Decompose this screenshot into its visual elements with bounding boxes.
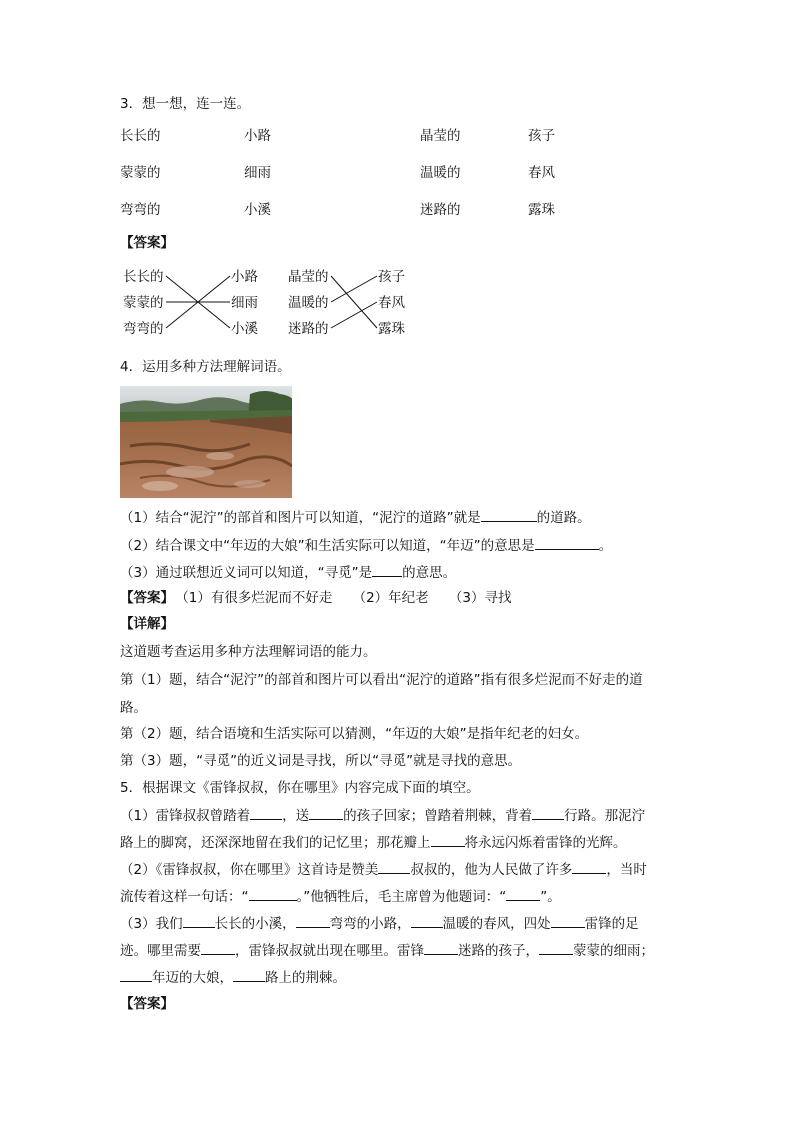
blank: [481, 507, 537, 522]
answer-right-noun: 春风: [378, 295, 405, 311]
answer-left-adj: 长长的: [123, 269, 164, 285]
q5-text: 长长的小溪，: [214, 916, 296, 932]
q3-answer-tag: 【答案】: [120, 235, 174, 251]
answer-left-noun: 小路: [231, 269, 258, 285]
blank: [233, 967, 265, 982]
blank: [424, 940, 458, 955]
q5-text: ，送: [282, 808, 310, 824]
q3-title: 3．想一想，连一连。: [120, 96, 251, 112]
q5-text: 弯弯的小路，: [329, 916, 411, 932]
q4-detail-line: 这道题考查运用多种方法理解词语的能力。: [120, 644, 377, 660]
blank: [431, 832, 465, 847]
q5-title: 5．根据课文《雷锋叔叔，你在哪里》内容完成下面的填空。: [120, 780, 480, 796]
q5-text: 温暖的春风，四处: [442, 916, 551, 932]
q5-text: （2）《雷锋叔叔，你在哪里》这首诗是赞美: [120, 862, 379, 878]
answer-right-adj: 温暖的: [288, 295, 329, 311]
q5-text: 迷路的孩子，: [458, 943, 539, 959]
q5-text: ，雷锋叔叔就出现在哪里。雷锋: [235, 943, 424, 959]
q3-cell: 孩子: [528, 128, 555, 144]
q5-text: （1）雷锋叔叔曾踏着: [120, 808, 251, 824]
q3-cell: 小路: [244, 128, 271, 144]
q5-text: 路上的脚窝，还深深地留在我们的记忆里；那花瓣上: [120, 835, 431, 851]
answer-right-noun: 露珠: [378, 321, 405, 337]
q3-cell: 小溪: [244, 202, 271, 218]
q4-title: 4．运用多种方法理解词语。: [120, 359, 291, 375]
match-line: [331, 276, 377, 302]
q4-sub1: [120, 507, 591, 528]
muddy-road-photo: [120, 386, 292, 498]
q3-cell: 弯弯的: [120, 202, 161, 218]
q4-answer-tag: 【答案】: [120, 590, 174, 606]
q5-text: 行路。那泥泞: [564, 808, 646, 824]
blank: [506, 886, 540, 901]
q3-cell: 蒙蒙的: [120, 165, 161, 181]
blank: [539, 940, 573, 955]
q5-text: 路上的荆棘。: [265, 970, 346, 986]
q5-text: 流传着这样一句话：“: [120, 889, 249, 905]
q4-detail-line: 路。: [120, 700, 147, 716]
q3-cell: 露珠: [528, 202, 555, 218]
blank: [120, 967, 152, 982]
q5-p2-line2: [120, 886, 561, 907]
q4-detail-line: 第（3）题，“寻觅”的近义词是寻找，所以“寻觅”就是寻找的意思。: [120, 753, 522, 769]
q5-text: 。”他牺牲后，毛主席曾为他题词：“: [296, 889, 507, 905]
q4-sub3-text: （3）通过联想近义词可以知道，“寻觅”是: [120, 565, 373, 581]
q5-text: 将永远闪烁着雷锋的光辉。: [464, 835, 627, 851]
q4-sub3: [120, 562, 456, 583]
q3-cell: 温暖的: [420, 165, 461, 181]
answer-left-noun: 小溪: [231, 321, 258, 337]
q5-text: （3）我们: [120, 916, 183, 932]
q5-p3-line3: [120, 967, 346, 988]
q5-p2-line1: [120, 859, 647, 880]
q3-cell: 细雨: [244, 165, 271, 181]
q5-text: 雷锋的足: [584, 916, 639, 932]
q4-detail-line: 第（2）题，结合语境和生活实际可以猜测，“年迈的大娘”是指年纪老的妇女。: [120, 726, 589, 742]
q4-sub2-text-end: 。: [598, 538, 613, 554]
q5-text: 蒙蒙的细雨；: [573, 943, 654, 959]
answer-right-adj: 晶莹的: [288, 269, 329, 285]
blank: [309, 805, 343, 820]
answer-right-adj: 迷路的: [288, 321, 329, 337]
blank: [201, 940, 235, 955]
blank: [372, 562, 402, 577]
blank: [250, 805, 282, 820]
q5-text: 迹。哪里需要: [120, 943, 201, 959]
q5-p1-line2: [120, 832, 627, 853]
q3-cell: 长长的: [120, 128, 161, 144]
answer-left-adj: 蒙蒙的: [123, 295, 164, 311]
q5-text: ”。: [540, 889, 561, 905]
match-line: [331, 276, 377, 328]
q5-text: 的孩子回家；曾踏着荆棘，背着: [343, 808, 533, 824]
q4-sub1-text: （1）结合“泥泞”的部首和图片可以知道，“泥泞的道路”就是: [120, 510, 481, 526]
q5-p3-line1: [120, 913, 639, 934]
q3-cell: 迷路的: [420, 202, 461, 218]
q5-text: ，当时: [606, 862, 647, 878]
q4-detail-tag: 【详解】: [120, 616, 174, 632]
blank: [532, 805, 564, 820]
blank: [183, 913, 215, 928]
q4-sub2-text: （2）结合课文中“年迈的大娘”和生活实际可以知道，“年迈”的意思是: [120, 538, 535, 554]
q4-answer: [120, 588, 512, 608]
q3-answer-diagram: [120, 262, 420, 342]
q4-answer-text: （1）有很多烂泥而不好走 （2）年纪老 （3）寻找: [182, 590, 512, 606]
blank: [249, 886, 297, 901]
q3-cell: 春风: [528, 165, 555, 181]
q3-cell: 晶莹的: [420, 128, 461, 144]
blank: [411, 913, 443, 928]
blank: [378, 859, 410, 874]
blank: [572, 859, 606, 874]
q5-p3-line2: [120, 940, 654, 961]
q4-sub1-text-end: 的道路。: [536, 510, 591, 526]
blank: [296, 913, 330, 928]
q4-detail-line: 第（1）题，结合“泥泞”的部首和图片可以看出“泥泞的道路”指有很多烂泥而不好走的道: [120, 672, 643, 688]
q5-text: 年迈的大娘，: [152, 970, 233, 986]
blank: [551, 913, 585, 928]
muddy-road-image: [120, 386, 292, 498]
q5-p1-line1: [120, 805, 645, 826]
answer-left-noun: 细雨: [231, 295, 258, 311]
q5-answer-tag: 【答案】: [120, 996, 174, 1012]
blank: [535, 535, 599, 550]
match-line: [331, 302, 377, 328]
q4-sub3-text-end: 的意思。: [402, 565, 457, 581]
answer-left-adj: 弯弯的: [123, 321, 164, 337]
answer-right-noun: 孩子: [378, 269, 405, 285]
q5-text: 叔叔的，他为人民做了许多: [410, 862, 573, 878]
q4-sub2: [120, 535, 612, 556]
